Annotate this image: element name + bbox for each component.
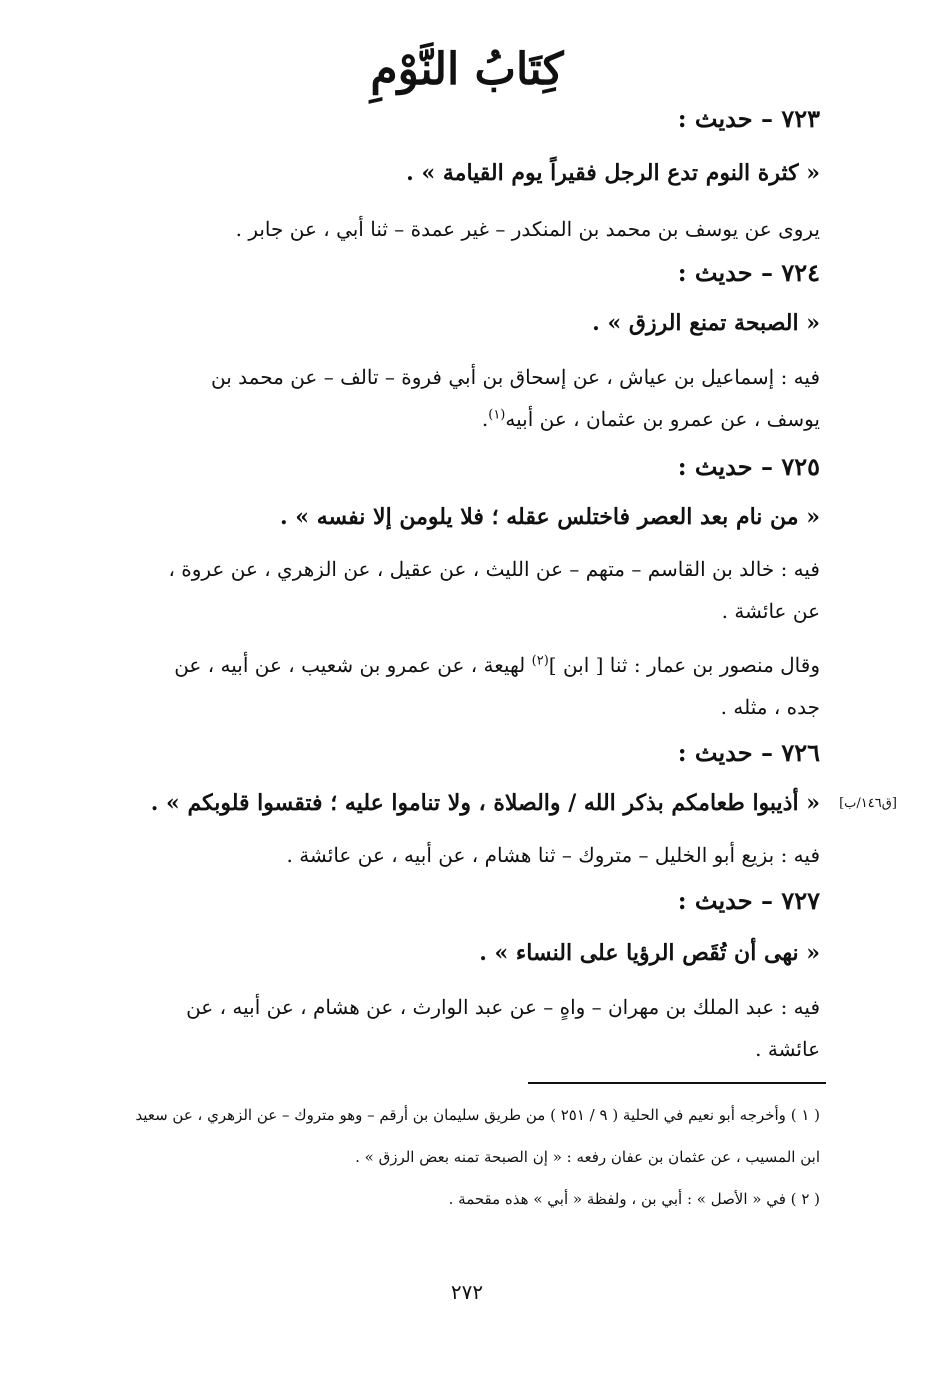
narration-line-725-2: عن عائشة . <box>721 599 820 623</box>
footnote-1-line-2: ابن المسيب ، عن عثمان بن عفان رفعه : « إن الصبحة تمنه بعض الرزق » . <box>355 1148 820 1166</box>
narration-line-724-2-end: . <box>481 407 489 431</box>
hadith-text-727: « نهى أن تُقَص الرؤيا على النساء » . <box>479 940 820 966</box>
narration-line-725-3-a: وقال منصور بن عمار : ثنا [ ابن ] <box>548 653 820 677</box>
narration-line-726-1: فيه : بزيع أبو الخليل – متروك – ثنا هشام ، عن أبيه ، عن عائشة . <box>286 843 820 867</box>
entry-heading-727: ٧٢٧ – حديث : <box>677 886 820 915</box>
footnote-2: ( ٢ ) في « الأصل » : أبي بن ، ولفظة « أبي » هذه مقحمة . <box>448 1190 820 1208</box>
narration-line-727-1: فيه : عبد الملك بن مهران – واهٍ – عن عبد الوارث ، عن هشام ، عن أبيه ، عن <box>186 995 820 1019</box>
entry-heading-726: ٧٢٦ – حديث : <box>677 738 820 767</box>
narration-line-725-3 <box>48 648 820 682</box>
hadith-text-726: « أذيبوا طعامكم بذكر الله / والصلاة ، ولا تناموا عليه ؛ فتقسوا قلوبكم » . <box>150 790 820 816</box>
narration-line-723-1: يروى عن يوسف بن محمد بن المنكدر – غير عمدة – ثنا أبي ، عن جابر . <box>235 217 820 241</box>
footnote-separator <box>528 1082 826 1084</box>
page-number: ٢٧٢ <box>450 1280 484 1304</box>
entry-heading-723: ٧٢٣ – حديث : <box>677 104 820 133</box>
narration-line-725-3-b: لهيعة ، عن عمرو بن شعيب ، عن أبيه ، عن <box>174 653 532 677</box>
hadith-text-725: « من نام بعد العصر فاختلس عقله ؛ فلا يلومن إلا نفسه » . <box>279 504 820 530</box>
manuscript-folio-note: [ق١٤٦/ب] <box>839 796 897 811</box>
hadith-text-724: « الصبحة تمنع الرزق » . <box>592 310 820 336</box>
narration-line-724-2 <box>48 402 820 436</box>
page-title: كِتَابُ النَّوْمِ <box>370 44 564 95</box>
narration-line-724-2-text: يوسف ، عن عمرو بن عثمان ، عن أبيه <box>505 407 820 431</box>
narration-line-727-2: عائشة . <box>755 1037 820 1061</box>
footnote-1-line-1: ( ١ ) وأخرجه أبو نعيم في الحلية ( ٩ / ٢٥١ ) من طريق سليمان بن أرقم – وهو متروك – عن الزهري ، عن سعيد <box>135 1106 820 1124</box>
entry-heading-724: ٧٢٤ – حديث : <box>677 258 820 287</box>
narration-line-724-1: فيه : إسماعيل بن عياش ، عن إسحاق بن أبي فروة – تالف – عن محمد بن <box>211 365 820 389</box>
hadith-text-723: « كثرة النوم تدع الرجل فقيراً يوم القيامة » . <box>406 160 820 186</box>
narration-line-725-1: فيه : خالد بن القاسم – متهم – عن الليث ، عن عقيل ، عن الزهري ، عن عروة ، <box>168 557 820 581</box>
footnote-marker-2: (٢) <box>531 653 549 669</box>
footnote-marker-1: (١) <box>488 407 506 423</box>
narration-line-725-4: جده ، مثله . <box>720 695 820 719</box>
entry-heading-725: ٧٢٥ – حديث : <box>677 452 820 481</box>
